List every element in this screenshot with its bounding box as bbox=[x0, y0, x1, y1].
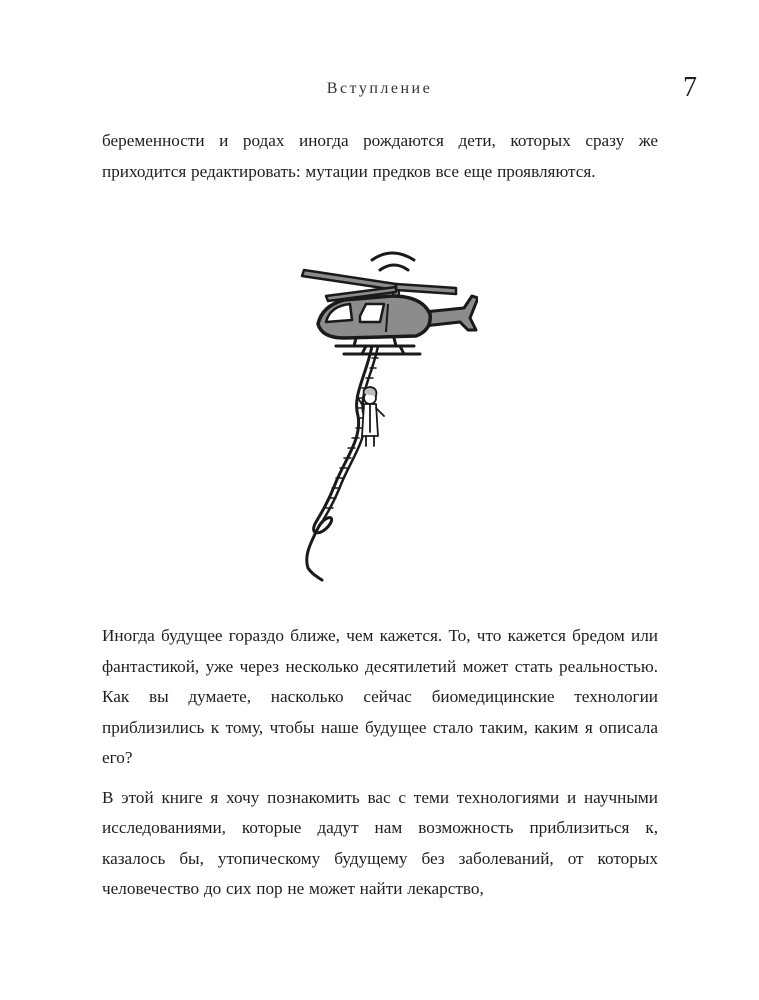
top-text-block bbox=[102, 126, 658, 187]
bottom-text-block bbox=[102, 621, 658, 905]
helicopter-dna-rope-scientist-icon bbox=[296, 246, 478, 582]
running-head: Вступление bbox=[326, 80, 433, 97]
paragraph-continuation: беременности и родах иногда рождаются дети, которых сразу же приходится редактировать: мутации предков все еще проявляются. bbox=[102, 131, 658, 181]
rotor-motion-arcs bbox=[372, 253, 414, 270]
dna-rope bbox=[307, 346, 378, 580]
paragraph: Иногда будущее гораздо ближе, чем кажется. То, что кажется бредом или фантастикой, уже через несколько десятилетий может стать реальностью. Как вы думаете, насколько сейчас биомедицинские технологии приблизились к тому, чтобы наше будущее стало таким, каким я описала его? bbox=[102, 626, 658, 767]
page-number: 7 bbox=[683, 72, 697, 103]
side-window bbox=[360, 304, 384, 322]
tail-boom bbox=[424, 296, 478, 330]
paragraph: В этой книге я хочу познакомить вас с теми технологиями и научными исследованиями, которые дадут нам возможность приблизиться к, казалось бы, утопическому будущему без заболеваний, от которых человечество до сих пор не может найти лекарство, bbox=[102, 787, 658, 898]
